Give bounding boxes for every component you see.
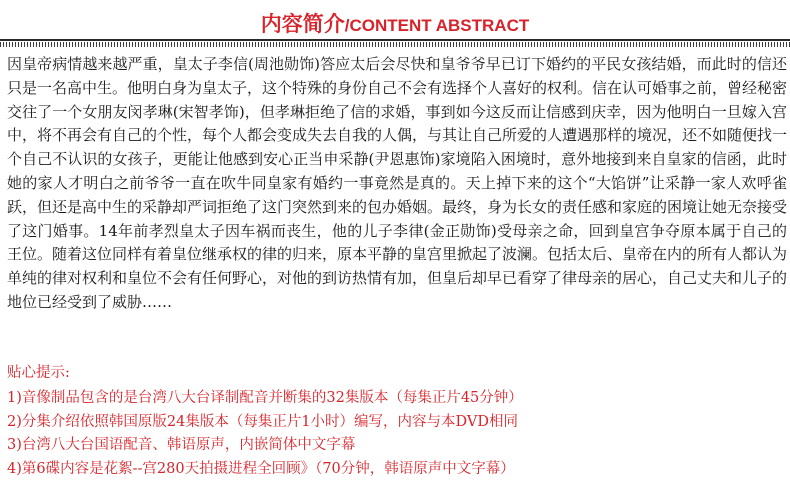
tips-list [7, 387, 787, 481]
section-title-english: /CONTENT ABSTRACT [344, 16, 530, 35]
tips-section [7, 363, 787, 481]
tips-item: 4)第6碟内容是花絮--宫280天拍摄进程全回顾》（70分钟，韩语原声中文字幕） [7, 460, 515, 477]
tips-item: 1)音像制品包含的是台湾八大台译制配音并断集的32集版本（每集正片45分钟） [7, 390, 523, 406]
tips-heading: 贴心提示: [7, 365, 70, 381]
section-title-chinese: 内容简介 [260, 12, 345, 36]
synopsis-section [7, 53, 787, 315]
tips-item: 3)台湾八大台国语配音、韩语原声，内嵌简体中文字幕 [7, 437, 356, 453]
section-header [0, 0, 790, 44]
header-divider [0, 39, 790, 41]
tips-item: 2)分集介绍依照韩国原版24集版本（每集正片1小时）编写，内容与本DVD相同 [7, 413, 519, 430]
synopsis-paragraph: 因皇帝病情越来越严重，皇太子李信(周池勋饰)答应太后会尽快和皇爷爷早已订下婚约的平民女孩结婚，而此时的信还只是一名高中生。他明白身为皇太子，这个特殊的身份自己不会有选择个人喜好的权利。信在认可婚事之前，曾经秘密交往了一个女朋友闵孝琳(宋智孝饰)，但孝琳拒绝了信的求婚，事到如今这反而让信感到庆幸，因为他明白一旦嫁入宫中，将不再会有自己的个性，每个人都会变成失去自我的人偶，与其让自己所爱的人遭遇那样的境况，还不如随便找一个自己不认识的女孩子，更能让他感到安心正当申采静(尹恩惠饰)家境陷入困境时，意外地接到来自皇家的信函，此时她的家人才明白之前爷爷一直在吹牛同皇家有婚约一事竟然是真的。天上掉下来的这个“大馅饼”让采静一家人欢呼雀跃，但还是高中生的采静却严词拒绝了这门突然到来的包办婚姻。最终，身为长女的责任感和家庭的困境让她无奈接受了这门婚事。14年前孝烈皇太子因车祸而丧生，他的儿子李律(金正勋饰)受母亲之命，回到皇宫争夺原本属于自己的王位。随着这位同样有着皇位继承权的律的归来，原本平静的皇宫里掀起了波澜。包括太后、皇帝在内的所有人都认为单纯的律对权利和皇位不会有任何野心，对他的到访热情有加，但皇后却早已看穿了律母亲的居心，自己丈夫和儿子的地位已经受到了威胁…… [7, 55, 788, 311]
section-title [0, 8, 790, 38]
header-hatch-divider [0, 42, 790, 47]
